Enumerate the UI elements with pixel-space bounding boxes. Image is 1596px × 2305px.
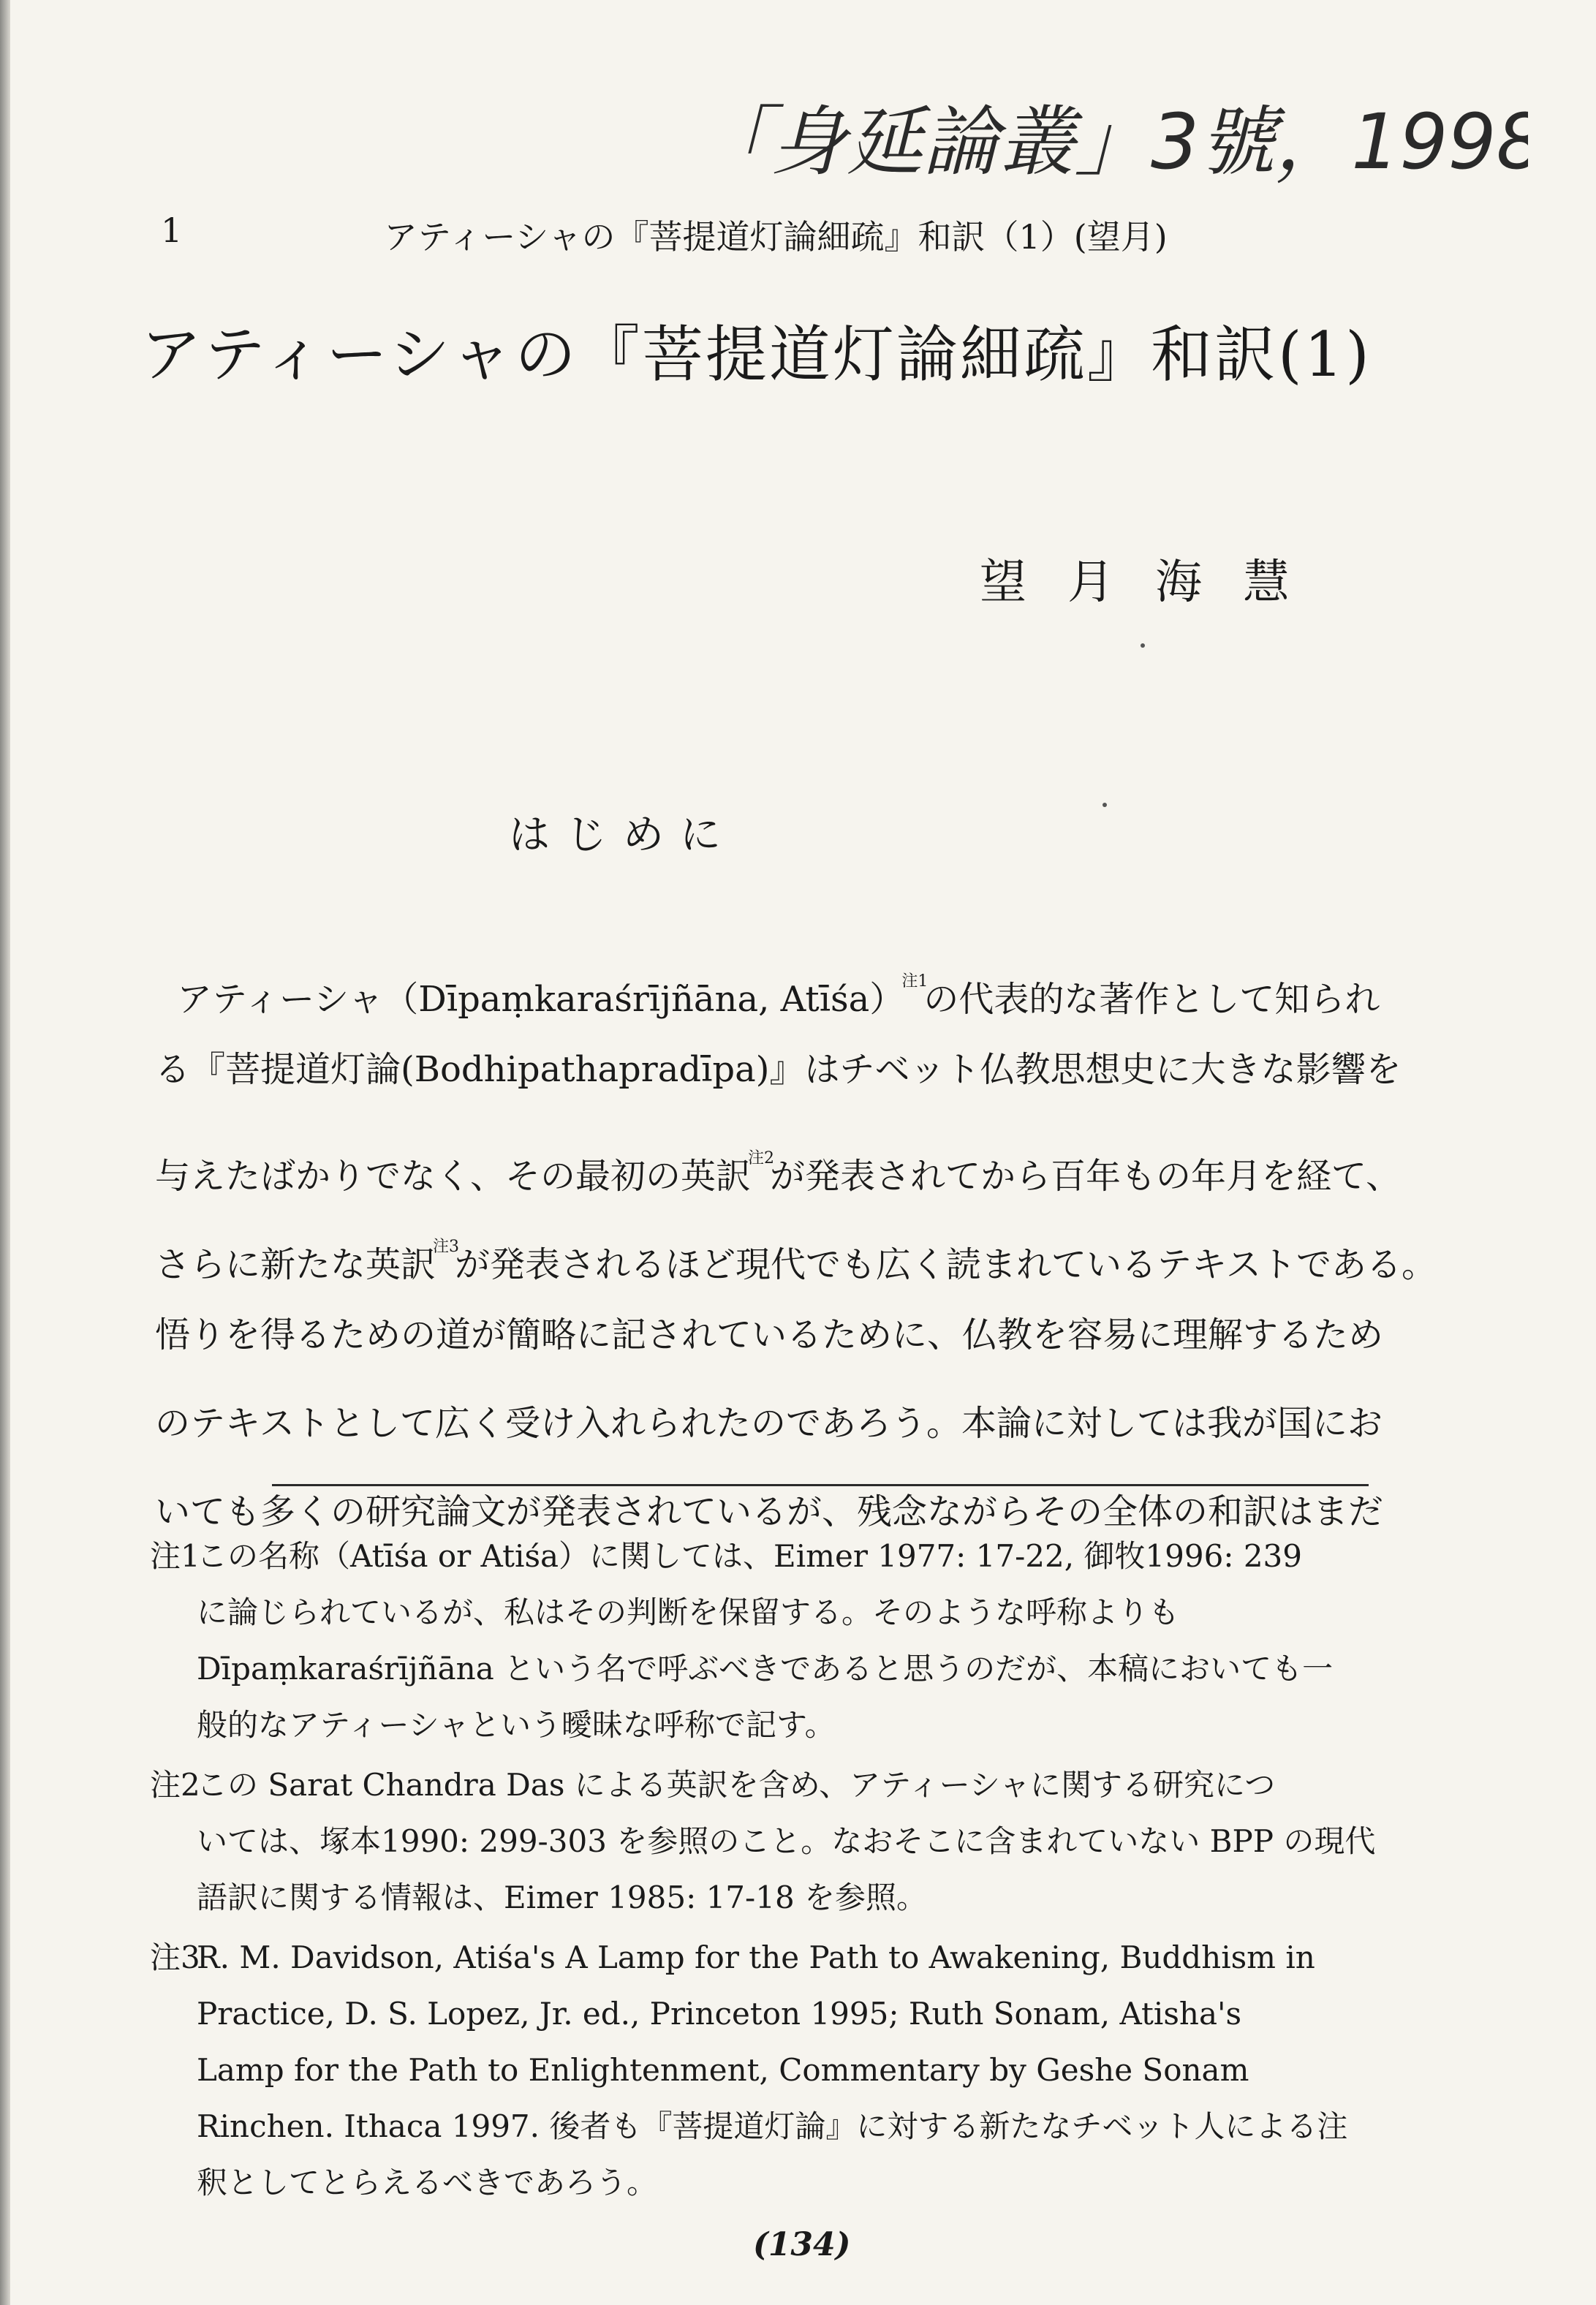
footnotes: [150, 1528, 1459, 2211]
body-paragraph: [155, 937, 1456, 1556]
footnote-line: [150, 1929, 1459, 1986]
page-number: (134): [753, 2226, 851, 2263]
footnote-reference: 注2: [748, 1149, 775, 1167]
footnote-label: 注1: [150, 1538, 200, 1574]
footnote-text: Practice, D. S. Lopez, Jr. ed., Princeton 1995; Ruth Sonam, Atisha's: [197, 1996, 1242, 2032]
footnote-line: [150, 2042, 1459, 2098]
body-text-segment: 与えたばかりでなく、その最初の英訳: [155, 1156, 752, 1197]
body-line: [155, 1291, 1456, 1379]
footnote-line: [150, 1869, 1459, 1926]
body-text-segment: が発表されるほど現代でも広く読まれているテキストである。: [455, 1244, 1437, 1285]
body-line: [155, 1203, 1456, 1291]
footnote-line: [150, 1757, 1459, 1813]
footnote-text: この名称（Atīśa or Atiśa）に関しては、Eimer 1977: 17-22, 御牧1996: 239: [197, 1538, 1302, 1574]
footnote-text: Rinchen. Ithaca 1997. 後者も『菩提道灯論』に対する新たなチベット人による注: [197, 2108, 1348, 2144]
body-text-segment: さらに新たな英訳: [155, 1244, 436, 1285]
handwritten-annotation-text: 「身延論叢」3號，1998: [695, 97, 1528, 186]
footnote-line: [150, 1697, 1459, 1753]
section-heading: はじめに: [509, 811, 737, 859]
footnote-line: [150, 1528, 1459, 1584]
body-text-segment: の代表的な著作として知られ: [923, 979, 1380, 1020]
footnote-line: [150, 1813, 1459, 1869]
scan-speck: [1103, 803, 1107, 807]
handwritten-annotation: [687, 58, 1528, 205]
footnote-text: Dīpaṃkaraśrījñāna という名で呼ぶべきであると思うのだが、本稿においても一: [197, 1651, 1334, 1687]
footnote-text: R. M. Davidson, Atiśa's A Lamp for the Path to Awakening, Buddhism in: [197, 1939, 1315, 1975]
footnote-label: 注2: [150, 1767, 200, 1803]
footnote-text: 釈としてとらえるべきであろう。: [197, 2165, 658, 2200]
article-title: アティーシャの『菩提道灯論細疏』和訳(1): [140, 319, 1372, 390]
author-name: 望月海慧: [980, 556, 1331, 610]
body-text-segment: のテキストとして広く受け入れられたのであろう。本論に対しては我が国にお: [155, 1403, 1383, 1444]
body-text-segment: アティーシャ（Dīpaṃkaraśrījñāna, Atīśa）: [177, 979, 905, 1020]
footnote-line: [150, 2154, 1459, 2211]
scan-speck: [1141, 643, 1145, 648]
footnote-text: いては、塚本1990: 299-303 を参照のこと。なおそこに含まれていない BPP の現代: [197, 1823, 1376, 1859]
handwritten-annotation-graphic: [687, 58, 1528, 205]
body-text-segment: 悟りを得るための道が簡略に記されているために、仏教を容易に理解するため: [155, 1314, 1384, 1355]
footnote-line: [150, 1640, 1459, 1697]
body-line: [155, 1379, 1456, 1468]
scan-edge-shadow: [0, 0, 10, 2305]
footnote-divider: [272, 1484, 1369, 1486]
footnote-line: [150, 1986, 1459, 2042]
running-head: [161, 211, 1257, 262]
running-head-page-number: 1: [161, 211, 183, 250]
body-line: [155, 1114, 1456, 1203]
body-line: [155, 1026, 1456, 1114]
footnote-text: この Sarat Chandra Das による英訳を含め、アティーシャに関する研究につ: [197, 1767, 1276, 1803]
footnote-reference: 注3: [433, 1238, 460, 1256]
running-head-title: アティーシャの『菩提道灯論細疏』和訳（1）(望月): [384, 217, 1168, 257]
body-text-segment: が発表されてから百年もの年月を経て、: [770, 1156, 1402, 1197]
footnote-line: [150, 2098, 1459, 2154]
footnote-text: 語訳に関する情報は、Eimer 1985: 17-18 を参照。: [197, 1880, 928, 1915]
body-text-segment: る『菩提道灯論(Bodhipathapradīpa)』はチベット仏教思想史に大きな影響を: [155, 1049, 1402, 1090]
footnote-label: 注3: [150, 1939, 200, 1975]
footnote-text: に論じられているが、私はその判断を保留する。そのような呼称よりも: [197, 1594, 1180, 1630]
body-line: [155, 937, 1456, 1026]
body-text-segment: いても多くの研究論文が発表されているが、残念ながらその全体の和訳はまだ: [155, 1491, 1384, 1532]
footnote-line: [150, 1584, 1459, 1640]
footnote-reference: 注1: [901, 972, 929, 991]
footnote-text: Lamp for the Path to Enlightenment, Commentary by Geshe Sonam: [197, 2052, 1249, 2088]
footnote-text: 般的なアティーシャという曖昧な呼称で記す。: [197, 1707, 836, 1743]
